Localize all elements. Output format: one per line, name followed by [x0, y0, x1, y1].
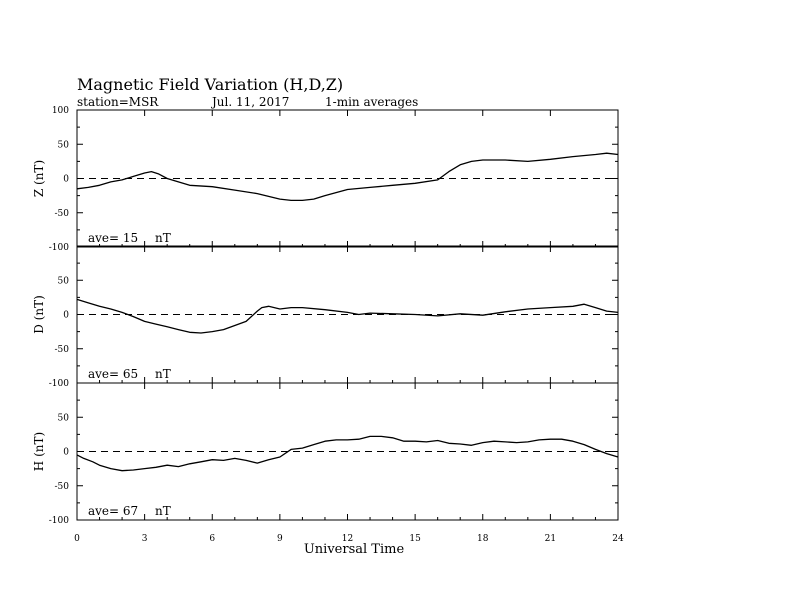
z-ytick-label: 100	[51, 106, 69, 116]
xtick-label: 15	[409, 534, 421, 544]
xtick-label: 6	[209, 534, 216, 544]
z-series-line	[77, 153, 618, 200]
d-ytick-label: 50	[57, 276, 69, 287]
d-axis-label: D (nT)	[32, 295, 46, 334]
h-ytick-label: -50	[54, 481, 69, 492]
d-average-label: ave= 65	[88, 367, 139, 381]
h-average-unit: nT	[155, 504, 171, 518]
xtick-label: 9	[277, 534, 283, 544]
h-series-line	[77, 436, 618, 470]
x-axis-label: Universal Time	[303, 542, 405, 557]
d-series-line	[77, 299, 618, 333]
d-ytick-label: -50	[54, 344, 69, 355]
h-average-label: ave= 67	[88, 504, 139, 518]
z-average-label: ave= 15	[88, 231, 139, 245]
xtick-label: 0	[74, 534, 80, 544]
d-average-unit: nT	[155, 367, 171, 381]
z-ytick-label: -100	[48, 243, 69, 253]
d-ytick-label: 0	[63, 310, 69, 321]
z-axis-label: Z (nT)	[32, 159, 46, 198]
z-average-unit: nT	[155, 231, 171, 245]
date-label: Jul. 11, 2017	[212, 95, 290, 109]
h-ytick-label: -100	[48, 516, 69, 526]
z-ytick-label: -50	[54, 208, 69, 219]
xtick-label: 18	[477, 534, 489, 544]
chart-title: Magnetic Field Variation (H,D,Z)	[77, 75, 344, 94]
station-label: station=MSR	[77, 95, 159, 109]
xtick-label: 24	[612, 534, 624, 544]
averaging-label: 1-min averages	[325, 95, 419, 109]
z-ytick-label: 50	[57, 140, 69, 151]
z-ytick-label: 0	[63, 174, 69, 185]
h-ytick-label: 50	[57, 413, 69, 424]
plot-area	[32, 106, 624, 544]
d-ytick-label: -100	[48, 379, 69, 389]
xtick-label: 3	[141, 534, 148, 544]
h-ytick-label: 0	[63, 447, 69, 458]
h-axis-label: H (nT)	[32, 431, 46, 472]
xtick-label: 12	[341, 534, 354, 544]
xtick-label: 21	[544, 534, 557, 544]
